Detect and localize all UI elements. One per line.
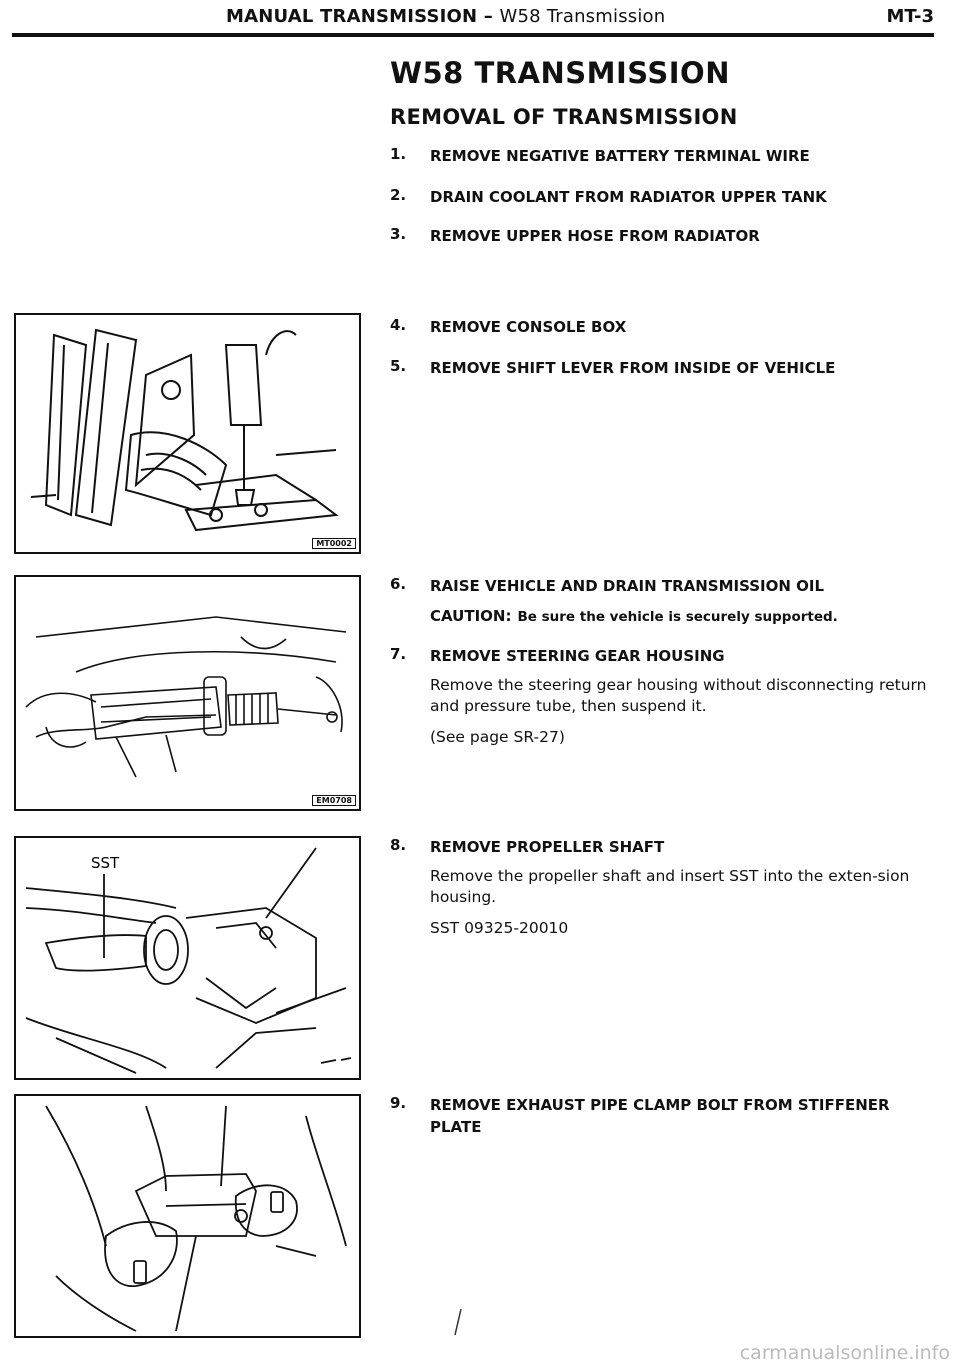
step-body: Remove the steering gear housing without disconnecting return and pressure tube, then suspend it. <box>430 676 927 715</box>
page-header <box>0 0 960 40</box>
step-title: DRAIN COOLANT FROM RADIATOR UPPER TANK <box>430 188 827 206</box>
caution-note <box>430 607 935 625</box>
watermark: carmanualsonline.info <box>739 1342 950 1364</box>
figure-steering-gear <box>14 575 361 811</box>
section-title: REMOVAL OF TRANSMISSION <box>390 105 738 129</box>
step-number: 5. <box>390 357 407 375</box>
step-title: REMOVE SHIFT LEVER FROM INSIDE OF VEHICLE <box>430 359 836 377</box>
figure-shift-lever <box>14 313 361 554</box>
figure-exhaust-clamp <box>14 1094 361 1338</box>
header-rule <box>12 33 934 37</box>
steering-gear-illustration <box>16 577 359 809</box>
step-6 <box>390 575 935 625</box>
step-number: 7. <box>390 645 407 663</box>
step-number: 2. <box>390 186 407 204</box>
step-number: 8. <box>390 836 407 854</box>
step-title: REMOVE PROPELLER SHAFT <box>430 838 665 856</box>
step-number: 4. <box>390 316 407 334</box>
step-3 <box>390 225 935 247</box>
page-title: W58 TRANSMISSION <box>390 56 730 90</box>
step-4 <box>390 316 935 338</box>
step-1 <box>390 145 935 167</box>
header-title: MANUAL TRANSMISSION – W58 Transmission <box>226 6 666 27</box>
caution-text: Be sure the vehicle is securely supported. <box>517 609 838 625</box>
figure-code: MT0002 <box>312 538 356 549</box>
caution-label: CAUTION: <box>430 607 512 625</box>
step-number: 6. <box>390 575 407 593</box>
sst-callout: SST <box>91 854 120 872</box>
sst-number: SST 09325-20010 <box>430 919 569 937</box>
step-8 <box>390 836 935 939</box>
page-reference: (See page SR-27) <box>430 728 565 746</box>
step-title: REMOVE EXHAUST PIPE CLAMP BOLT FROM STIFFENER PLATE <box>430 1096 890 1136</box>
step-9 <box>390 1094 935 1138</box>
step-title: REMOVE UPPER HOSE FROM RADIATOR <box>430 227 760 245</box>
figure-propeller-shaft <box>14 836 361 1080</box>
shift-lever-illustration <box>16 315 359 552</box>
step-7 <box>390 645 935 748</box>
step-number: 9. <box>390 1094 407 1112</box>
step-5 <box>390 357 935 379</box>
step-number: 1. <box>390 145 407 163</box>
propeller-shaft-illustration <box>16 838 359 1078</box>
step-title: REMOVE STEERING GEAR HOUSING <box>430 647 725 665</box>
exhaust-clamp-illustration <box>16 1096 359 1336</box>
step-title: REMOVE CONSOLE BOX <box>430 318 627 336</box>
stray-mark <box>453 1307 463 1337</box>
step-2 <box>390 186 935 208</box>
step-title: REMOVE NEGATIVE BATTERY TERMINAL WIRE <box>430 147 810 165</box>
step-body: Remove the propeller shaft and insert SST into the exten-sion housing. <box>430 867 910 906</box>
figure-code: EM0708 <box>312 795 356 806</box>
step-number: 3. <box>390 225 407 243</box>
step-title: RAISE VEHICLE AND DRAIN TRANSMISSION OIL <box>430 577 825 595</box>
page-number: MT-3 <box>886 6 934 27</box>
